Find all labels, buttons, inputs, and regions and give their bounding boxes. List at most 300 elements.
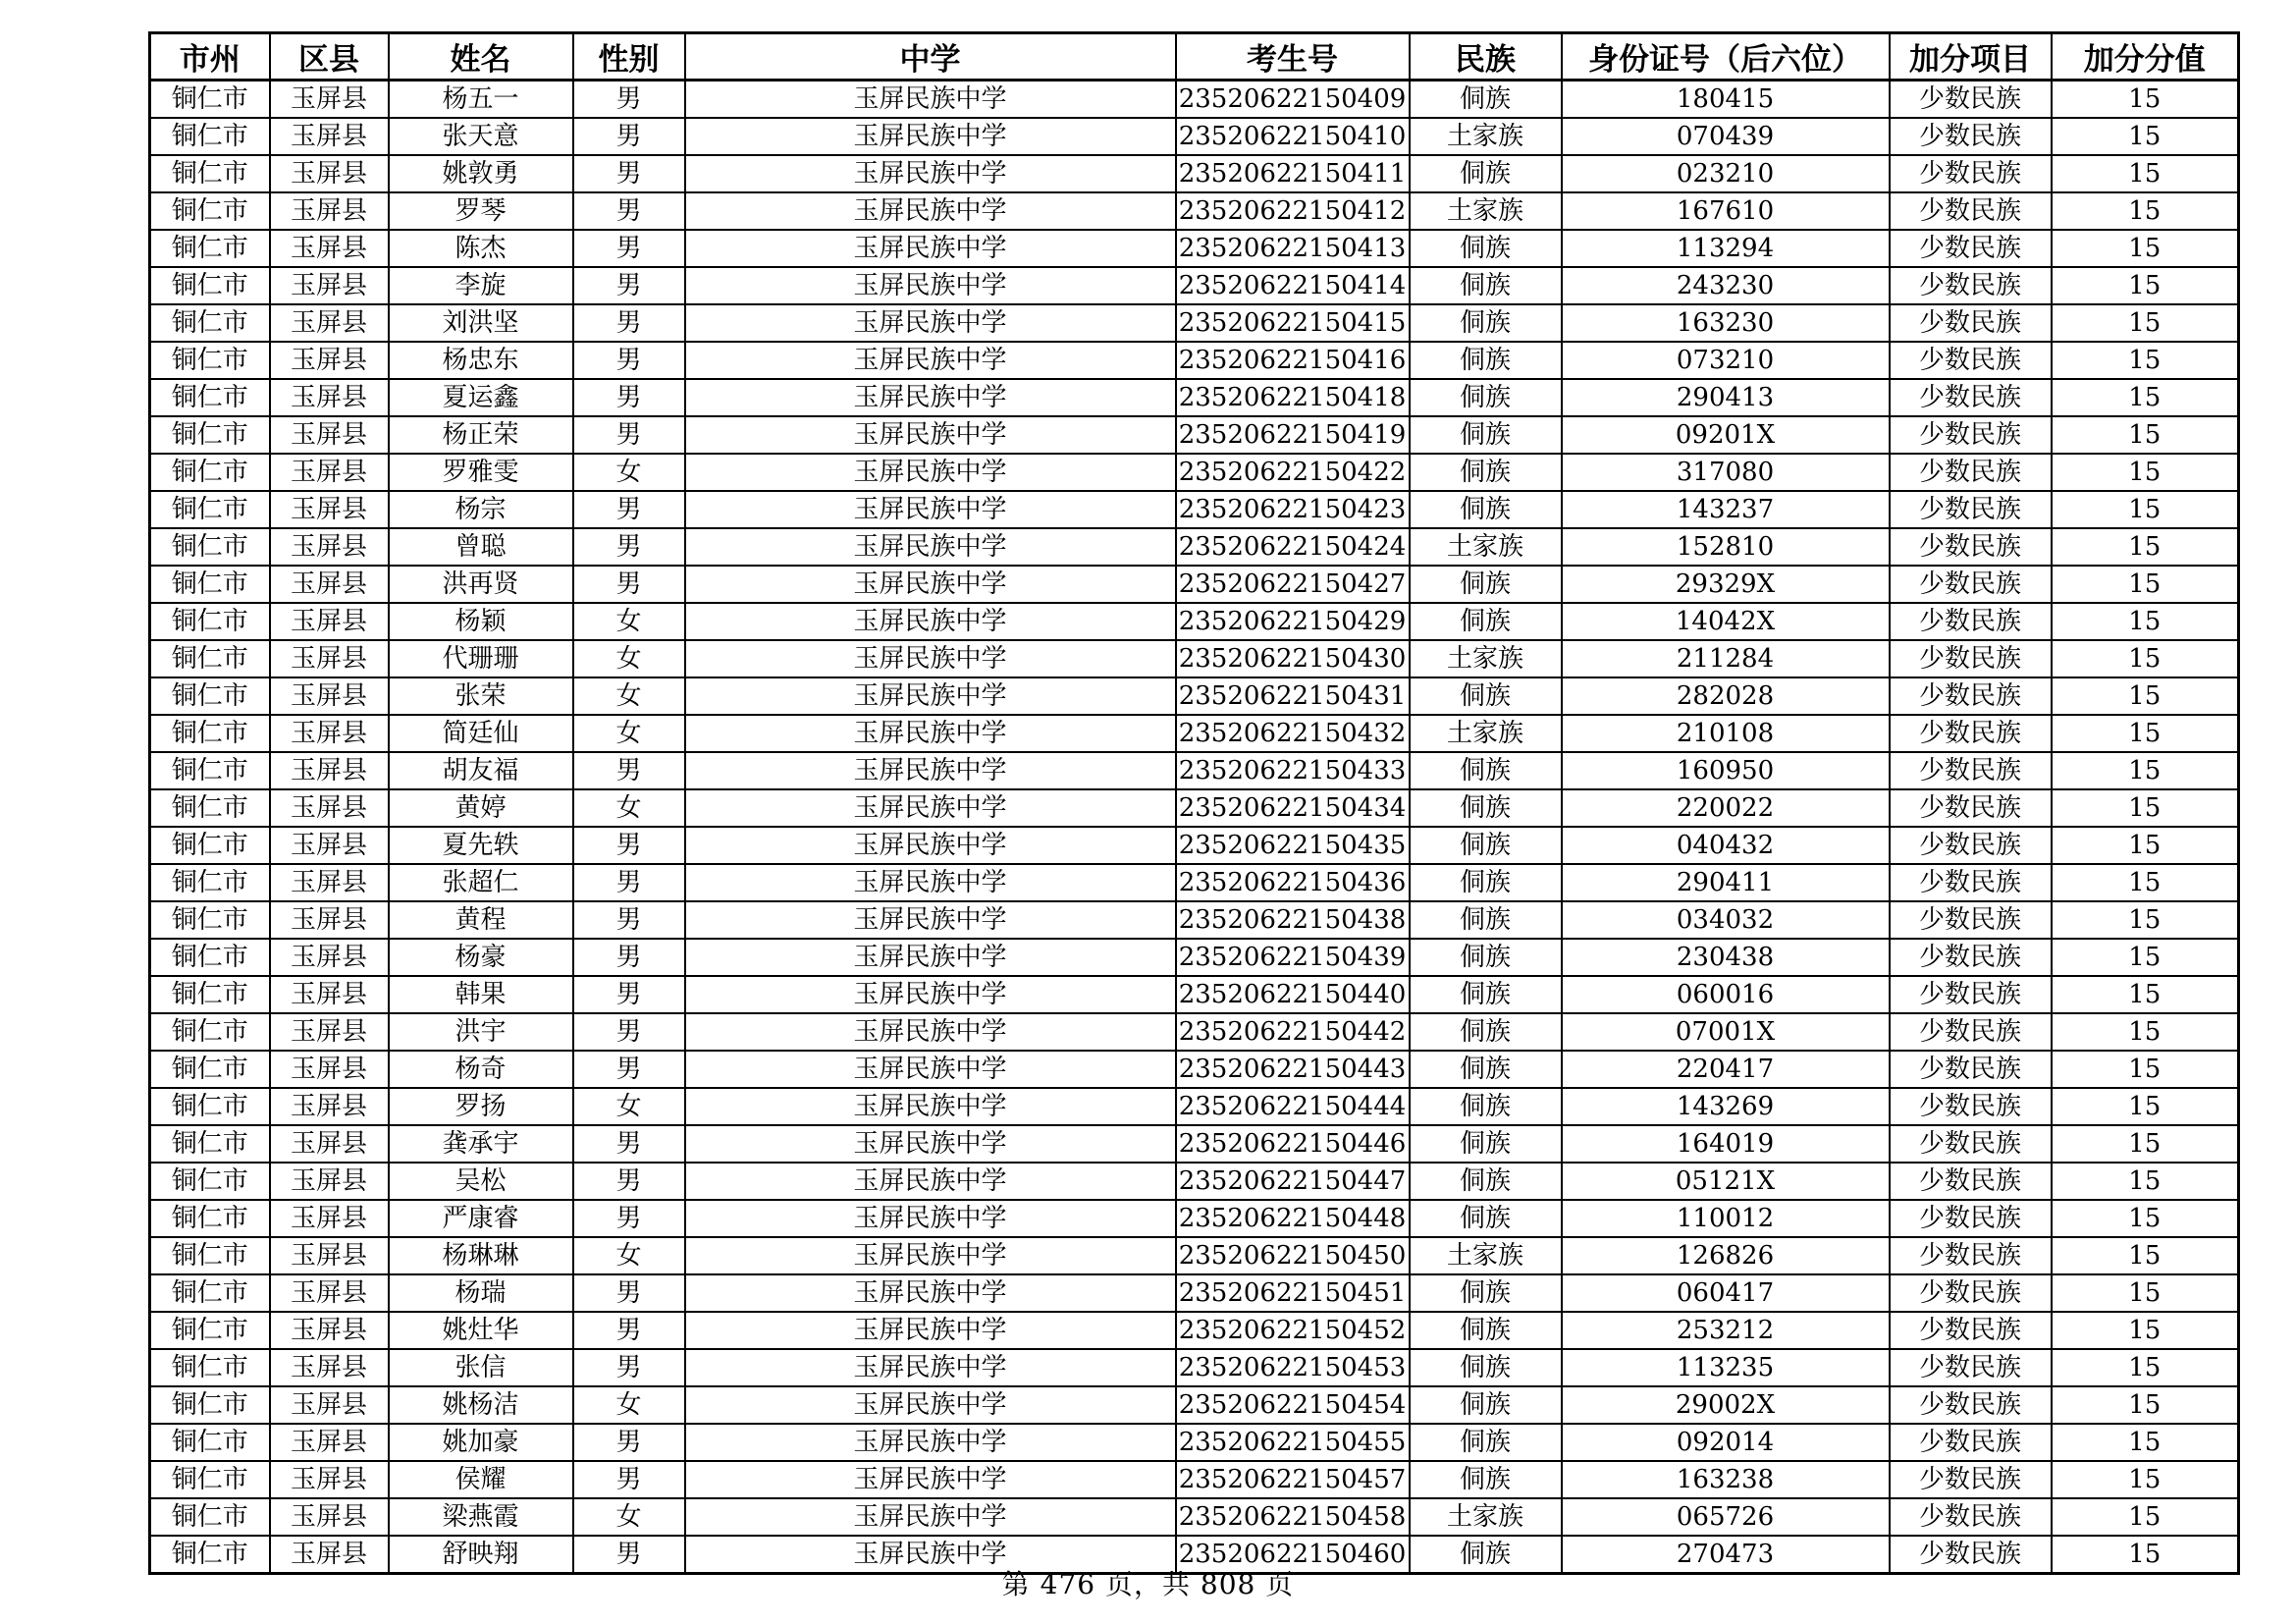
ethnicity-cell: 土家族 — [1410, 1237, 1562, 1274]
bonus-value-cell: 15 — [2052, 1237, 2239, 1274]
column-header-name: 姓名 — [389, 33, 573, 81]
footer-prefix: 第 — [1001, 1568, 1031, 1600]
name-cell: 龚承宇 — [389, 1125, 573, 1163]
school-cell: 玉屏民族中学 — [685, 1461, 1176, 1498]
school-cell: 玉屏民族中学 — [685, 640, 1176, 677]
bonus-item-cell: 少数民族 — [1890, 155, 2052, 192]
ethnicity-cell: 侗族 — [1410, 379, 1562, 416]
id-suffix-cell: 230438 — [1562, 939, 1890, 976]
school-cell: 玉屏民族中学 — [685, 939, 1176, 976]
ethnicity-cell: 土家族 — [1410, 528, 1562, 566]
id-suffix-cell: 05121X — [1562, 1163, 1890, 1200]
ethnicity-cell: 侗族 — [1410, 827, 1562, 864]
header-row — [150, 33, 2239, 81]
school-cell: 玉屏民族中学 — [685, 901, 1176, 939]
table-body — [150, 81, 2239, 1574]
id-suffix-cell: 110012 — [1562, 1200, 1890, 1237]
bonus-item-cell: 少数民族 — [1890, 939, 2052, 976]
county-cell: 玉屏县 — [270, 1461, 389, 1498]
id-suffix-cell: 29002X — [1562, 1386, 1890, 1424]
id-suffix-cell: 211284 — [1562, 640, 1890, 677]
county-cell: 玉屏县 — [270, 901, 389, 939]
county-cell: 玉屏县 — [270, 1200, 389, 1237]
name-cell: 陈杰 — [389, 230, 573, 267]
bonus-item-cell: 少数民族 — [1890, 827, 2052, 864]
gender-cell: 男 — [573, 118, 685, 155]
name-cell: 胡友福 — [389, 752, 573, 789]
school-cell: 玉屏民族中学 — [685, 677, 1176, 715]
table-row — [150, 976, 2239, 1013]
id-suffix-cell: 143237 — [1562, 491, 1890, 528]
bonus-value-cell: 15 — [2052, 1498, 2239, 1536]
gender-cell: 男 — [573, 81, 685, 119]
id-suffix-cell: 220022 — [1562, 789, 1890, 827]
table-row — [150, 379, 2239, 416]
gender-cell: 男 — [573, 939, 685, 976]
table-row — [150, 1424, 2239, 1461]
table-row — [150, 267, 2239, 304]
gender-cell: 男 — [573, 1274, 685, 1312]
id-suffix-cell: 023210 — [1562, 155, 1890, 192]
table-row — [150, 789, 2239, 827]
county-cell: 玉屏县 — [270, 1163, 389, 1200]
id-suffix-cell: 143269 — [1562, 1088, 1890, 1125]
gender-cell: 男 — [573, 1125, 685, 1163]
table-row — [150, 528, 2239, 566]
bonus-item-cell: 少数民族 — [1890, 304, 2052, 342]
bonus-item-cell: 少数民族 — [1890, 454, 2052, 491]
ethnicity-cell: 侗族 — [1410, 230, 1562, 267]
school-cell: 玉屏民族中学 — [685, 789, 1176, 827]
city-cell: 铜仁市 — [150, 118, 270, 155]
footer-page-number: 476 — [1040, 1568, 1096, 1600]
bonus-item-cell: 少数民族 — [1890, 640, 2052, 677]
id-suffix-cell: 317080 — [1562, 454, 1890, 491]
ethnicity-cell: 侗族 — [1410, 603, 1562, 640]
bonus-value-cell: 15 — [2052, 640, 2239, 677]
gender-cell: 女 — [573, 677, 685, 715]
county-cell: 玉屏县 — [270, 1237, 389, 1274]
city-cell: 铜仁市 — [150, 192, 270, 230]
name-cell: 洪再贤 — [389, 566, 573, 603]
county-cell: 玉屏县 — [270, 155, 389, 192]
exam-number-cell: 23520622150454 — [1176, 1386, 1410, 1424]
name-cell: 杨颖 — [389, 603, 573, 640]
bonus-value-cell: 15 — [2052, 752, 2239, 789]
id-suffix-cell: 113235 — [1562, 1349, 1890, 1386]
bonus-value-cell: 15 — [2052, 1536, 2239, 1574]
table-row — [150, 1349, 2239, 1386]
bonus-item-cell: 少数民族 — [1890, 1051, 2052, 1088]
exam-number-cell: 23520622150451 — [1176, 1274, 1410, 1312]
school-cell: 玉屏民族中学 — [685, 304, 1176, 342]
bonus-item-cell: 少数民族 — [1890, 715, 2052, 752]
school-cell: 玉屏民族中学 — [685, 1274, 1176, 1312]
gender-cell: 男 — [573, 901, 685, 939]
name-cell: 刘洪坚 — [389, 304, 573, 342]
bonus-item-cell: 少数民族 — [1890, 677, 2052, 715]
id-suffix-cell: 034032 — [1562, 901, 1890, 939]
exam-number-cell: 23520622150440 — [1176, 976, 1410, 1013]
gender-cell: 男 — [573, 1349, 685, 1386]
table-row — [150, 1312, 2239, 1349]
city-cell: 铜仁市 — [150, 1200, 270, 1237]
city-cell: 铜仁市 — [150, 789, 270, 827]
name-cell: 侯耀 — [389, 1461, 573, 1498]
gender-cell: 男 — [573, 1013, 685, 1051]
bonus-value-cell: 15 — [2052, 379, 2239, 416]
exam-number-cell: 23520622150450 — [1176, 1237, 1410, 1274]
ethnicity-cell: 侗族 — [1410, 304, 1562, 342]
id-suffix-cell: 040432 — [1562, 827, 1890, 864]
county-cell: 玉屏县 — [270, 789, 389, 827]
county-cell: 玉屏县 — [270, 640, 389, 677]
bonus-item-cell: 少数民族 — [1890, 342, 2052, 379]
exam-number-cell: 23520622150418 — [1176, 379, 1410, 416]
county-cell: 玉屏县 — [270, 976, 389, 1013]
county-cell: 玉屏县 — [270, 677, 389, 715]
ethnicity-cell: 土家族 — [1410, 640, 1562, 677]
table-row — [150, 1088, 2239, 1125]
bonus-item-cell: 少数民族 — [1890, 1498, 2052, 1536]
name-cell: 姚灶华 — [389, 1312, 573, 1349]
county-cell: 玉屏县 — [270, 491, 389, 528]
column-header-city: 市州 — [150, 33, 270, 81]
bonus-item-cell: 少数民族 — [1890, 1200, 2052, 1237]
bonus-value-cell: 15 — [2052, 491, 2239, 528]
table-row — [150, 677, 2239, 715]
gender-cell: 男 — [573, 416, 685, 454]
bonus-value-cell: 15 — [2052, 1051, 2239, 1088]
county-cell: 玉屏县 — [270, 416, 389, 454]
table-row — [150, 1386, 2239, 1424]
city-cell: 铜仁市 — [150, 379, 270, 416]
id-suffix-cell: 180415 — [1562, 81, 1890, 119]
name-cell: 夏先轶 — [389, 827, 573, 864]
ethnicity-cell: 侗族 — [1410, 864, 1562, 901]
bonus-item-cell: 少数民族 — [1890, 379, 2052, 416]
table-row — [150, 864, 2239, 901]
name-cell: 韩果 — [389, 976, 573, 1013]
bonus-item-cell: 少数民族 — [1890, 1274, 2052, 1312]
ethnicity-cell: 侗族 — [1410, 752, 1562, 789]
exam-number-cell: 23520622150422 — [1176, 454, 1410, 491]
bonus-value-cell: 15 — [2052, 342, 2239, 379]
city-cell: 铜仁市 — [150, 155, 270, 192]
school-cell: 玉屏民族中学 — [685, 1349, 1176, 1386]
bonus-value-cell: 15 — [2052, 976, 2239, 1013]
bonus-item-cell: 少数民族 — [1890, 491, 2052, 528]
table-row — [150, 491, 2239, 528]
school-cell: 玉屏民族中学 — [685, 1536, 1176, 1574]
bonus-value-cell: 15 — [2052, 81, 2239, 119]
school-cell: 玉屏民族中学 — [685, 267, 1176, 304]
id-suffix-cell: 243230 — [1562, 267, 1890, 304]
school-cell: 玉屏民族中学 — [685, 454, 1176, 491]
bonus-item-cell: 少数民族 — [1890, 864, 2052, 901]
name-cell: 严康睿 — [389, 1200, 573, 1237]
bonus-item-cell: 少数民族 — [1890, 528, 2052, 566]
ethnicity-cell: 侗族 — [1410, 454, 1562, 491]
county-cell: 玉屏县 — [270, 1274, 389, 1312]
city-cell: 铜仁市 — [150, 864, 270, 901]
school-cell: 玉屏民族中学 — [685, 1163, 1176, 1200]
id-suffix-cell: 152810 — [1562, 528, 1890, 566]
bonus-value-cell: 15 — [2052, 1200, 2239, 1237]
city-cell: 铜仁市 — [150, 752, 270, 789]
id-suffix-cell: 073210 — [1562, 342, 1890, 379]
id-suffix-cell: 07001X — [1562, 1013, 1890, 1051]
gender-cell: 女 — [573, 640, 685, 677]
exam-number-cell: 23520622150411 — [1176, 155, 1410, 192]
bonus-item-cell: 少数民族 — [1890, 1536, 2052, 1574]
school-cell: 玉屏民族中学 — [685, 864, 1176, 901]
county-cell: 玉屏县 — [270, 715, 389, 752]
table-row — [150, 1051, 2239, 1088]
table-row — [150, 1163, 2239, 1200]
name-cell: 杨忠东 — [389, 342, 573, 379]
county-cell: 玉屏县 — [270, 267, 389, 304]
name-cell: 姚杨洁 — [389, 1386, 573, 1424]
city-cell: 铜仁市 — [150, 640, 270, 677]
county-cell: 玉屏县 — [270, 1424, 389, 1461]
county-cell: 玉屏县 — [270, 1349, 389, 1386]
gender-cell: 男 — [573, 976, 685, 1013]
city-cell: 铜仁市 — [150, 304, 270, 342]
city-cell: 铜仁市 — [150, 603, 270, 640]
exam-number-cell: 23520622150409 — [1176, 81, 1410, 119]
gender-cell: 男 — [573, 192, 685, 230]
bonus-item-cell: 少数民族 — [1890, 118, 2052, 155]
bonus-value-cell: 15 — [2052, 827, 2239, 864]
gender-cell: 女 — [573, 1237, 685, 1274]
bonus-value-cell: 15 — [2052, 416, 2239, 454]
county-cell: 玉屏县 — [270, 752, 389, 789]
bonus-value-cell: 15 — [2052, 677, 2239, 715]
bonus-points-table — [148, 31, 2240, 1575]
id-suffix-cell: 282028 — [1562, 677, 1890, 715]
id-suffix-cell: 220417 — [1562, 1051, 1890, 1088]
city-cell: 铜仁市 — [150, 1013, 270, 1051]
exam-number-cell: 23520622150457 — [1176, 1461, 1410, 1498]
ethnicity-cell: 侗族 — [1410, 1349, 1562, 1386]
school-cell: 玉屏民族中学 — [685, 1237, 1176, 1274]
bonus-value-cell: 15 — [2052, 304, 2239, 342]
id-suffix-cell: 164019 — [1562, 1125, 1890, 1163]
bonus-value-cell: 15 — [2052, 1312, 2239, 1349]
school-cell: 玉屏民族中学 — [685, 155, 1176, 192]
ethnicity-cell: 侗族 — [1410, 1424, 1562, 1461]
bonus-value-cell: 15 — [2052, 566, 2239, 603]
city-cell: 铜仁市 — [150, 1349, 270, 1386]
name-cell: 简廷仙 — [389, 715, 573, 752]
bonus-value-cell: 15 — [2052, 789, 2239, 827]
ethnicity-cell: 侗族 — [1410, 1163, 1562, 1200]
gender-cell: 男 — [573, 827, 685, 864]
city-cell: 铜仁市 — [150, 1498, 270, 1536]
county-cell: 玉屏县 — [270, 827, 389, 864]
table-row — [150, 752, 2239, 789]
gender-cell: 女 — [573, 603, 685, 640]
name-cell: 杨奇 — [389, 1051, 573, 1088]
bonus-value-cell: 15 — [2052, 715, 2239, 752]
gender-cell: 女 — [573, 454, 685, 491]
bonus-value-cell: 15 — [2052, 1125, 2239, 1163]
exam-number-cell: 23520622150438 — [1176, 901, 1410, 939]
bonus-value-cell: 15 — [2052, 603, 2239, 640]
county-cell: 玉屏县 — [270, 566, 389, 603]
city-cell: 铜仁市 — [150, 342, 270, 379]
city-cell: 铜仁市 — [150, 677, 270, 715]
ethnicity-cell: 侗族 — [1410, 342, 1562, 379]
name-cell: 吴松 — [389, 1163, 573, 1200]
column-header-gender: 性别 — [573, 33, 685, 81]
bonus-value-cell: 15 — [2052, 1163, 2239, 1200]
column-header-ethnicity: 民族 — [1410, 33, 1562, 81]
school-cell: 玉屏民族中学 — [685, 566, 1176, 603]
id-suffix-cell: 092014 — [1562, 1424, 1890, 1461]
id-suffix-cell: 163238 — [1562, 1461, 1890, 1498]
column-header-school: 中学 — [685, 33, 1176, 81]
page-footer — [0, 1563, 2296, 1602]
table-row — [150, 1200, 2239, 1237]
school-cell: 玉屏民族中学 — [685, 118, 1176, 155]
ethnicity-cell: 侗族 — [1410, 1088, 1562, 1125]
gender-cell: 男 — [573, 1163, 685, 1200]
bonus-value-cell: 15 — [2052, 1088, 2239, 1125]
table-row — [150, 1013, 2239, 1051]
school-cell: 玉屏民族中学 — [685, 1013, 1176, 1051]
name-cell: 洪宇 — [389, 1013, 573, 1051]
bonus-item-cell: 少数民族 — [1890, 566, 2052, 603]
city-cell: 铜仁市 — [150, 1274, 270, 1312]
id-suffix-cell: 29329X — [1562, 566, 1890, 603]
name-cell: 杨豪 — [389, 939, 573, 976]
ethnicity-cell: 侗族 — [1410, 939, 1562, 976]
gender-cell: 男 — [573, 1461, 685, 1498]
county-cell: 玉屏县 — [270, 230, 389, 267]
school-cell: 玉屏民族中学 — [685, 491, 1176, 528]
exam-number-cell: 23520622150430 — [1176, 640, 1410, 677]
exam-number-cell: 23520622150442 — [1176, 1013, 1410, 1051]
name-cell: 罗扬 — [389, 1088, 573, 1125]
bonus-value-cell: 15 — [2052, 939, 2239, 976]
exam-number-cell: 23520622150412 — [1176, 192, 1410, 230]
ethnicity-cell: 侗族 — [1410, 1386, 1562, 1424]
bonus-item-cell: 少数民族 — [1890, 1237, 2052, 1274]
bonus-value-cell: 15 — [2052, 1424, 2239, 1461]
ethnicity-cell: 侗族 — [1410, 267, 1562, 304]
county-cell: 玉屏县 — [270, 864, 389, 901]
school-cell: 玉屏民族中学 — [685, 1051, 1176, 1088]
city-cell: 铜仁市 — [150, 827, 270, 864]
exam-number-cell: 23520622150444 — [1176, 1088, 1410, 1125]
bonus-value-cell: 15 — [2052, 155, 2239, 192]
column-header-bonus-value: 加分分值 — [2052, 33, 2239, 81]
school-cell: 玉屏民族中学 — [685, 379, 1176, 416]
bonus-item-cell: 少数民族 — [1890, 789, 2052, 827]
city-cell: 铜仁市 — [150, 566, 270, 603]
bonus-value-cell: 15 — [2052, 1274, 2239, 1312]
city-cell: 铜仁市 — [150, 1125, 270, 1163]
county-cell: 玉屏县 — [270, 342, 389, 379]
document-page — [148, 31, 2237, 1575]
bonus-value-cell: 15 — [2052, 1349, 2239, 1386]
table-row — [150, 939, 2239, 976]
id-suffix-cell: 270473 — [1562, 1536, 1890, 1574]
gender-cell: 男 — [573, 864, 685, 901]
city-cell: 铜仁市 — [150, 81, 270, 119]
table-row — [150, 603, 2239, 640]
footer-middle: 页，共 — [1104, 1568, 1191, 1600]
exam-number-cell: 23520622150415 — [1176, 304, 1410, 342]
exam-number-cell: 23520622150460 — [1176, 1536, 1410, 1574]
table-header — [150, 33, 2239, 81]
table-row — [150, 1461, 2239, 1498]
id-suffix-cell: 060016 — [1562, 976, 1890, 1013]
city-cell: 铜仁市 — [150, 416, 270, 454]
bonus-value-cell: 15 — [2052, 118, 2239, 155]
gender-cell: 男 — [573, 155, 685, 192]
bonus-item-cell: 少数民族 — [1890, 1088, 2052, 1125]
county-cell: 玉屏县 — [270, 118, 389, 155]
school-cell: 玉屏民族中学 — [685, 1424, 1176, 1461]
exam-number-cell: 23520622150455 — [1176, 1424, 1410, 1461]
school-cell: 玉屏民族中学 — [685, 1312, 1176, 1349]
name-cell: 张超仁 — [389, 864, 573, 901]
table-row — [150, 192, 2239, 230]
ethnicity-cell: 侗族 — [1410, 491, 1562, 528]
school-cell: 玉屏民族中学 — [685, 528, 1176, 566]
gender-cell: 男 — [573, 230, 685, 267]
table-row — [150, 118, 2239, 155]
bonus-item-cell: 少数民族 — [1890, 1424, 2052, 1461]
bonus-value-cell: 15 — [2052, 1013, 2239, 1051]
city-cell: 铜仁市 — [150, 1163, 270, 1200]
exam-number-cell: 23520622150413 — [1176, 230, 1410, 267]
exam-number-cell: 23520622150435 — [1176, 827, 1410, 864]
exam-number-cell: 23520622150448 — [1176, 1200, 1410, 1237]
exam-number-cell: 23520622150410 — [1176, 118, 1410, 155]
county-cell: 玉屏县 — [270, 1088, 389, 1125]
column-header-bonus-item: 加分项目 — [1890, 33, 2052, 81]
county-cell: 玉屏县 — [270, 454, 389, 491]
id-suffix-cell: 126826 — [1562, 1237, 1890, 1274]
name-cell: 罗琴 — [389, 192, 573, 230]
table-row — [150, 827, 2239, 864]
county-cell: 玉屏县 — [270, 192, 389, 230]
id-suffix-cell: 060417 — [1562, 1274, 1890, 1312]
county-cell: 玉屏县 — [270, 304, 389, 342]
table-row — [150, 1237, 2239, 1274]
name-cell: 李旋 — [389, 267, 573, 304]
gender-cell: 女 — [573, 715, 685, 752]
bonus-item-cell: 少数民族 — [1890, 81, 2052, 119]
name-cell: 黄程 — [389, 901, 573, 939]
gender-cell: 女 — [573, 1386, 685, 1424]
name-cell: 梁燕霞 — [389, 1498, 573, 1536]
county-cell: 玉屏县 — [270, 1386, 389, 1424]
id-suffix-cell: 070439 — [1562, 118, 1890, 155]
table-row — [150, 230, 2239, 267]
exam-number-cell: 23520622150453 — [1176, 1349, 1410, 1386]
exam-number-cell: 23520622150432 — [1176, 715, 1410, 752]
county-cell: 玉屏县 — [270, 81, 389, 119]
id-suffix-cell: 290413 — [1562, 379, 1890, 416]
county-cell: 玉屏县 — [270, 1312, 389, 1349]
gender-cell: 男 — [573, 491, 685, 528]
exam-number-cell: 23520622150452 — [1176, 1312, 1410, 1349]
